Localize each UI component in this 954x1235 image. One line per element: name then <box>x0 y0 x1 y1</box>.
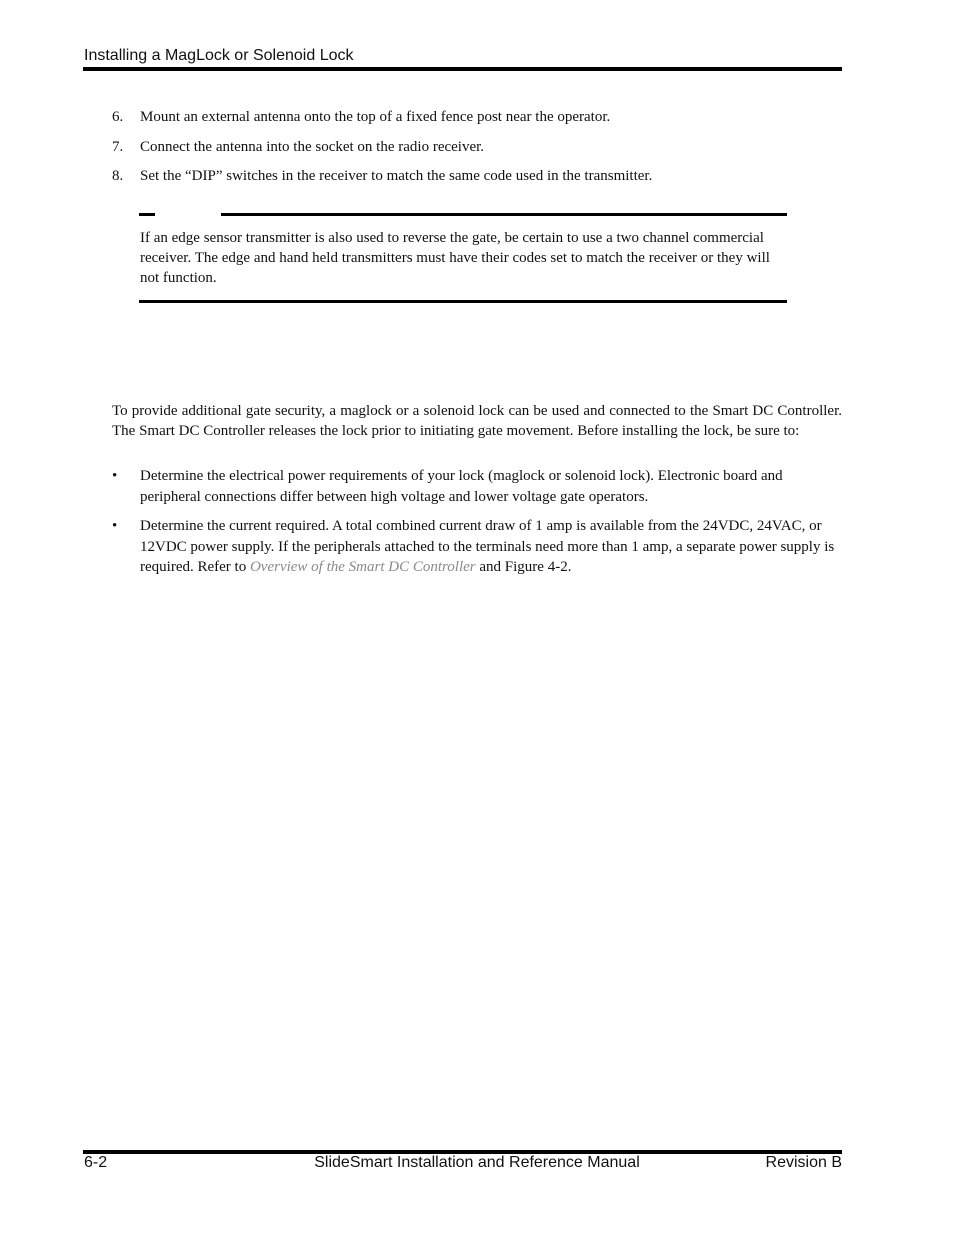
cross-reference-link[interactable]: Overview of the Smart DC Controller <box>249 559 476 575</box>
list-item <box>112 137 832 167</box>
revision-label: Revision B <box>765 1154 842 1171</box>
note-tab-rule <box>139 213 155 216</box>
note-bottom-rule <box>139 300 787 303</box>
steps-list <box>112 107 832 196</box>
running-header-title: Installing a MagLock or Solenoid Lock <box>84 47 354 64</box>
bullet-text: Determine the current required. A total combined current draw of 1 amp is available from the 24VDC, 24VAC, or 12VDC power supply. If the peripherals attached to the terminals need more than 1 amp, a separate power supply is required. Refer to <box>140 518 835 575</box>
bullet-marker: • <box>112 518 118 534</box>
list-item <box>112 466 842 507</box>
section-intro: To provide additional gate security, a maglock or a solenoid lock can be used and connected to the Smart DC Controller. The Smart DC Controller releases the lock prior to initiating gate movement. Before installing the lock, be sure to: <box>112 403 842 439</box>
step-text: Mount an external antenna onto the top of a fixed fence post near the operator. <box>140 109 611 125</box>
note-text: If an edge sensor transmitter is also used to reverse the gate, be certain to use a two channel commercial receiver. The edge and hand held transmitters must have their codes set to match the receiver or they will not function. <box>140 230 770 286</box>
list-item <box>112 166 832 196</box>
step-number: 8. <box>112 168 124 184</box>
step-text: Connect the antenna into the socket on the radio receiver. <box>140 138 485 155</box>
page-number: 6-2 <box>84 1154 108 1171</box>
manual-title: SlideSmart Installation and Reference Manual <box>314 1154 640 1171</box>
note-top-rule <box>221 213 787 216</box>
step-number: 6. <box>112 109 124 125</box>
bullet-text: Determine the electrical power requirements of your lock (maglock or solenoid lock). Electronic board and peripheral connections differ between high voltage and lower voltage gate operators. <box>140 468 783 505</box>
bullet-text-end: and Figure 4-2. <box>475 559 572 575</box>
bullet-marker: • <box>112 468 118 484</box>
bullet-list <box>112 466 842 587</box>
list-item <box>112 516 842 578</box>
list-item <box>112 107 832 137</box>
header-rule <box>83 67 842 71</box>
step-text: Set the “DIP” switches in the receiver to match the same code used in the transmitter. <box>140 168 653 184</box>
step-number: 7. <box>112 138 124 155</box>
